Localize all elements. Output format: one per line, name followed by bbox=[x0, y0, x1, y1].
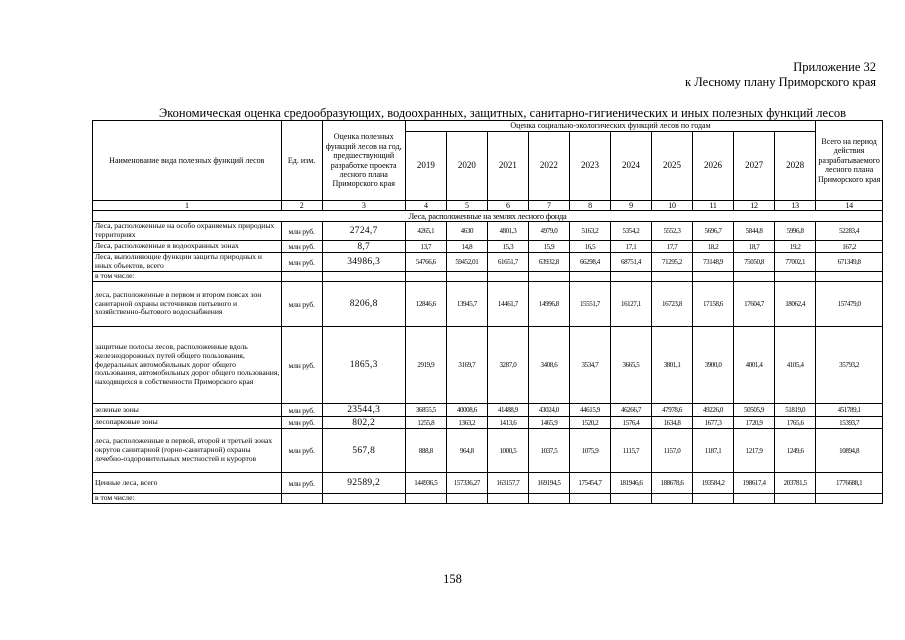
row-year-value bbox=[610, 494, 651, 504]
row-year-value: 169194,5 bbox=[528, 473, 569, 494]
row-year-value: 17,7 bbox=[651, 241, 692, 253]
row-year-value: 163157,7 bbox=[487, 473, 528, 494]
row-year-value: 16,5 bbox=[569, 241, 610, 253]
row-year-value: 46266,7 bbox=[610, 404, 651, 417]
row-name: Леса, выполняющие функции защиты природных и иных объектов, всего bbox=[93, 253, 282, 272]
header-year: 2021 bbox=[487, 132, 528, 201]
row-year-value: 17,1 bbox=[610, 241, 651, 253]
row-year-value: 36855,5 bbox=[405, 404, 446, 417]
table-row bbox=[93, 429, 883, 473]
header-year: 2020 bbox=[446, 132, 487, 201]
table-row bbox=[93, 404, 883, 417]
row-year-value: 18,2 bbox=[693, 241, 734, 253]
row-year-value: 13,7 bbox=[405, 241, 446, 253]
row-year-value: 16127,1 bbox=[610, 282, 651, 327]
row-year-value: 71295,2 bbox=[651, 253, 692, 272]
row-base-value: 92589,2 bbox=[322, 473, 405, 494]
row-year-value: 15,3 bbox=[487, 241, 528, 253]
row-year-value: 17604,7 bbox=[734, 282, 775, 327]
column-number: 12 bbox=[734, 201, 775, 211]
row-year-value bbox=[569, 494, 610, 504]
row-name: Леса, расположенные на особо охраняемых природных территориях bbox=[93, 222, 282, 241]
row-year-value bbox=[446, 272, 487, 282]
row-year-value: 2919,9 bbox=[405, 327, 446, 404]
row-year-value bbox=[775, 494, 816, 504]
row-year-value: 188678,6 bbox=[651, 473, 692, 494]
row-year-value: 1187,1 bbox=[693, 429, 734, 473]
row-base-value: 2724,7 bbox=[322, 222, 405, 241]
row-year-value: 1634,8 bbox=[651, 417, 692, 429]
row-year-value: 61651,7 bbox=[487, 253, 528, 272]
row-year-value: 54766,6 bbox=[405, 253, 446, 272]
row-year-value: 13945,7 bbox=[446, 282, 487, 327]
header-name: Наименование вида полезных функций лесов bbox=[93, 121, 282, 201]
row-name: Ценные леса, всего bbox=[93, 473, 282, 494]
row-year-value: 14996,8 bbox=[528, 282, 569, 327]
row-year-value: 1157,0 bbox=[651, 429, 692, 473]
row-year-value: 175454,7 bbox=[569, 473, 610, 494]
row-base-value: 8,7 bbox=[322, 241, 405, 253]
row-year-value: 1249,6 bbox=[775, 429, 816, 473]
row-year-value: 4265,1 bbox=[405, 222, 446, 241]
row-total-value: 167,2 bbox=[816, 241, 883, 253]
row-year-value bbox=[610, 272, 651, 282]
row-total-value bbox=[816, 494, 883, 504]
row-year-value: 4979,0 bbox=[528, 222, 569, 241]
table-row bbox=[93, 272, 883, 282]
row-year-value: 5996,8 bbox=[775, 222, 816, 241]
header-total: Всего на период действия разрабатываемого лесного плана Приморского края bbox=[816, 121, 883, 201]
row-base-value: 567,8 bbox=[322, 429, 405, 473]
row-year-value: 5354,2 bbox=[610, 222, 651, 241]
row-year-value: 16723,8 bbox=[651, 282, 692, 327]
row-year-value: 198617,4 bbox=[734, 473, 775, 494]
row-year-value: 203781,5 bbox=[775, 473, 816, 494]
row-year-value: 18062,4 bbox=[775, 282, 816, 327]
row-unit: млн руб. bbox=[281, 429, 322, 473]
row-year-value bbox=[734, 494, 775, 504]
row-year-value: 44615,9 bbox=[569, 404, 610, 417]
row-name: Леса, расположенные в водоохранных зонах bbox=[93, 241, 282, 253]
row-year-value: 12846,6 bbox=[405, 282, 446, 327]
column-number: 2 bbox=[281, 201, 322, 211]
row-unit: млн руб. bbox=[281, 417, 322, 429]
row-year-value: 4001,4 bbox=[734, 327, 775, 404]
column-number: 7 bbox=[528, 201, 569, 211]
row-year-value: 157336,27 bbox=[446, 473, 487, 494]
row-base-value: 1865,3 bbox=[322, 327, 405, 404]
table-row bbox=[93, 417, 883, 429]
row-year-value: 1413,6 bbox=[487, 417, 528, 429]
row-total-value: 10894,8 bbox=[816, 429, 883, 473]
row-total-value: 451789,1 bbox=[816, 404, 883, 417]
row-year-value: 43024,0 bbox=[528, 404, 569, 417]
row-unit: млн руб. bbox=[281, 222, 322, 241]
row-year-value: 144936,5 bbox=[405, 473, 446, 494]
row-year-value: 41488,9 bbox=[487, 404, 528, 417]
column-number: 11 bbox=[693, 201, 734, 211]
row-year-value: 1000,5 bbox=[487, 429, 528, 473]
header-year: 2027 bbox=[734, 132, 775, 201]
row-year-value: 1677,3 bbox=[693, 417, 734, 429]
row-year-value: 3287,0 bbox=[487, 327, 528, 404]
row-unit: млн руб. bbox=[281, 253, 322, 272]
forest-functions-table bbox=[92, 120, 883, 504]
row-year-value: 5844,8 bbox=[734, 222, 775, 241]
column-number: 1 bbox=[93, 201, 282, 211]
row-base-value: 23544,3 bbox=[322, 404, 405, 417]
row-year-value bbox=[734, 272, 775, 282]
row-year-value: 1115,7 bbox=[610, 429, 651, 473]
row-year-value: 193584,2 bbox=[693, 473, 734, 494]
appendix-number: Приложение 32 bbox=[793, 60, 876, 74]
row-year-value: 1255,8 bbox=[405, 417, 446, 429]
row-year-value: 14461,7 bbox=[487, 282, 528, 327]
row-year-value bbox=[775, 272, 816, 282]
column-number: 5 bbox=[446, 201, 487, 211]
row-year-value: 66298,4 bbox=[569, 253, 610, 272]
row-name: лесопарковые зоны bbox=[93, 417, 282, 429]
row-base-value: 34986,3 bbox=[322, 253, 405, 272]
row-year-value: 59452,01 bbox=[446, 253, 487, 272]
row-name: леса, расположенные в первой, второй и третьей зонах округов санитарной (горно-санитарной) охраны лечебно-оздоровительных местностей и курортов bbox=[93, 429, 282, 473]
row-year-value: 5552,3 bbox=[651, 222, 692, 241]
row-year-value: 50505,9 bbox=[734, 404, 775, 417]
row-base-value: 8206,8 bbox=[322, 282, 405, 327]
row-year-value: 14,8 bbox=[446, 241, 487, 253]
row-year-value: 964,8 bbox=[446, 429, 487, 473]
row-unit: млн руб. bbox=[281, 327, 322, 404]
row-year-value: 1576,4 bbox=[610, 417, 651, 429]
row-year-value: 3900,0 bbox=[693, 327, 734, 404]
row-total-value: 35793,2 bbox=[816, 327, 883, 404]
row-year-value bbox=[405, 272, 446, 282]
header-year: 2022 bbox=[528, 132, 569, 201]
row-year-value: 4630 bbox=[446, 222, 487, 241]
row-year-value: 3169,7 bbox=[446, 327, 487, 404]
header-year: 2028 bbox=[775, 132, 816, 201]
row-total-value: 15393,7 bbox=[816, 417, 883, 429]
row-year-value: 5163,2 bbox=[569, 222, 610, 241]
row-year-value: 17158,6 bbox=[693, 282, 734, 327]
row-total-value: 52283,4 bbox=[816, 222, 883, 241]
row-year-value: 51819,0 bbox=[775, 404, 816, 417]
row-total-value bbox=[816, 272, 883, 282]
row-year-value: 18,7 bbox=[734, 241, 775, 253]
row-total-value: 1776688,1 bbox=[816, 473, 883, 494]
row-year-value: 181946,6 bbox=[610, 473, 651, 494]
row-year-value bbox=[487, 272, 528, 282]
header-unit: Ед. изм. bbox=[281, 121, 322, 201]
row-year-value: 73148,9 bbox=[693, 253, 734, 272]
row-year-value: 3408,6 bbox=[528, 327, 569, 404]
row-year-value: 3534,7 bbox=[569, 327, 610, 404]
row-year-value bbox=[405, 494, 446, 504]
row-name: защитные полосы лесов, расположенные вдоль железнодорожных путей общего пользования, федеральных автомобильных дорог общего пользования, автомобильных дорог общего пользования, находящихся в собственности Приморского края bbox=[93, 327, 282, 404]
row-year-value: 19,2 bbox=[775, 241, 816, 253]
appendix-caption bbox=[685, 60, 876, 90]
table-row bbox=[93, 327, 883, 404]
row-year-value: 4105,4 bbox=[775, 327, 816, 404]
row-year-value: 15,9 bbox=[528, 241, 569, 253]
row-total-value: 157479,0 bbox=[816, 282, 883, 327]
row-year-value: 1037,5 bbox=[528, 429, 569, 473]
row-name: леса, расположенные в первом и втором поясах зон санитарной охраны источников питьевого и хозяйственно-бытового водоснабжения bbox=[93, 282, 282, 327]
header-year: 2024 bbox=[610, 132, 651, 201]
row-unit bbox=[281, 272, 322, 282]
row-year-value: 888,8 bbox=[405, 429, 446, 473]
row-base-value: 802,2 bbox=[322, 417, 405, 429]
table-row bbox=[93, 473, 883, 494]
row-total-value: 671349,8 bbox=[816, 253, 883, 272]
header-base-estimate: Оценка полезных функций лесов на год, предшествующий разработке проекта лесного плана Приморского края bbox=[322, 121, 405, 201]
row-year-value: 5696,7 bbox=[693, 222, 734, 241]
row-year-value: 63932,8 bbox=[528, 253, 569, 272]
row-year-value: 1075,9 bbox=[569, 429, 610, 473]
appendix-reference: к Лесному плану Приморского края bbox=[685, 75, 876, 89]
document-title: Экономическая оценка средообразующих, водоохранных, защитных, санитарно-гигиенических и иных полезных функций лесов bbox=[158, 106, 847, 120]
table-row bbox=[93, 494, 883, 504]
column-number: 9 bbox=[610, 201, 651, 211]
row-unit: млн руб. bbox=[281, 404, 322, 417]
header-year: 2026 bbox=[693, 132, 734, 201]
column-number: 6 bbox=[487, 201, 528, 211]
row-name: в том числе: bbox=[93, 494, 282, 504]
header-by-years: Оценка социально-экологических функций лесов по годам bbox=[405, 121, 815, 132]
row-unit: млн руб. bbox=[281, 282, 322, 327]
table-row bbox=[93, 282, 883, 327]
table-row bbox=[93, 222, 883, 241]
row-year-value bbox=[487, 494, 528, 504]
column-number: 13 bbox=[775, 201, 816, 211]
row-year-value bbox=[651, 494, 692, 504]
row-base-value bbox=[322, 494, 405, 504]
row-year-value bbox=[693, 272, 734, 282]
row-year-value: 77002,1 bbox=[775, 253, 816, 272]
row-year-value: 1765,6 bbox=[775, 417, 816, 429]
column-number: 3 bbox=[322, 201, 405, 211]
row-year-value bbox=[446, 494, 487, 504]
table-row bbox=[93, 253, 883, 272]
row-year-value: 75050,8 bbox=[734, 253, 775, 272]
row-year-value: 1720,9 bbox=[734, 417, 775, 429]
header-year: 2023 bbox=[569, 132, 610, 201]
row-year-value: 3665,5 bbox=[610, 327, 651, 404]
row-year-value bbox=[528, 272, 569, 282]
column-number: 8 bbox=[569, 201, 610, 211]
row-unit bbox=[281, 494, 322, 504]
row-base-value bbox=[322, 272, 405, 282]
row-unit: млн руб. bbox=[281, 473, 322, 494]
row-name: в том числе: bbox=[93, 272, 282, 282]
row-year-value: 68751,4 bbox=[610, 253, 651, 272]
row-year-value bbox=[651, 272, 692, 282]
column-number: 10 bbox=[651, 201, 692, 211]
row-year-value: 47978,6 bbox=[651, 404, 692, 417]
page-number: 158 bbox=[443, 572, 462, 586]
row-year-value: 15551,7 bbox=[569, 282, 610, 327]
row-year-value bbox=[569, 272, 610, 282]
row-year-value: 40008,6 bbox=[446, 404, 487, 417]
row-year-value: 1363,2 bbox=[446, 417, 487, 429]
header-year: 2019 bbox=[405, 132, 446, 201]
row-year-value bbox=[693, 494, 734, 504]
row-year-value: 1217,9 bbox=[734, 429, 775, 473]
section-row bbox=[93, 211, 883, 222]
row-year-value: 1520,2 bbox=[569, 417, 610, 429]
row-year-value: 49226,0 bbox=[693, 404, 734, 417]
section-label: Леса, расположенные на землях лесного фонда bbox=[93, 211, 883, 222]
header-year: 2025 bbox=[651, 132, 692, 201]
row-year-value: 4801,3 bbox=[487, 222, 528, 241]
row-name: зеленые зоны bbox=[93, 404, 282, 417]
row-year-value: 1465,9 bbox=[528, 417, 569, 429]
row-year-value: 3801,1 bbox=[651, 327, 692, 404]
column-number: 14 bbox=[816, 201, 883, 211]
row-year-value bbox=[528, 494, 569, 504]
row-unit: млн руб. bbox=[281, 241, 322, 253]
column-number: 4 bbox=[405, 201, 446, 211]
table-row bbox=[93, 241, 883, 253]
